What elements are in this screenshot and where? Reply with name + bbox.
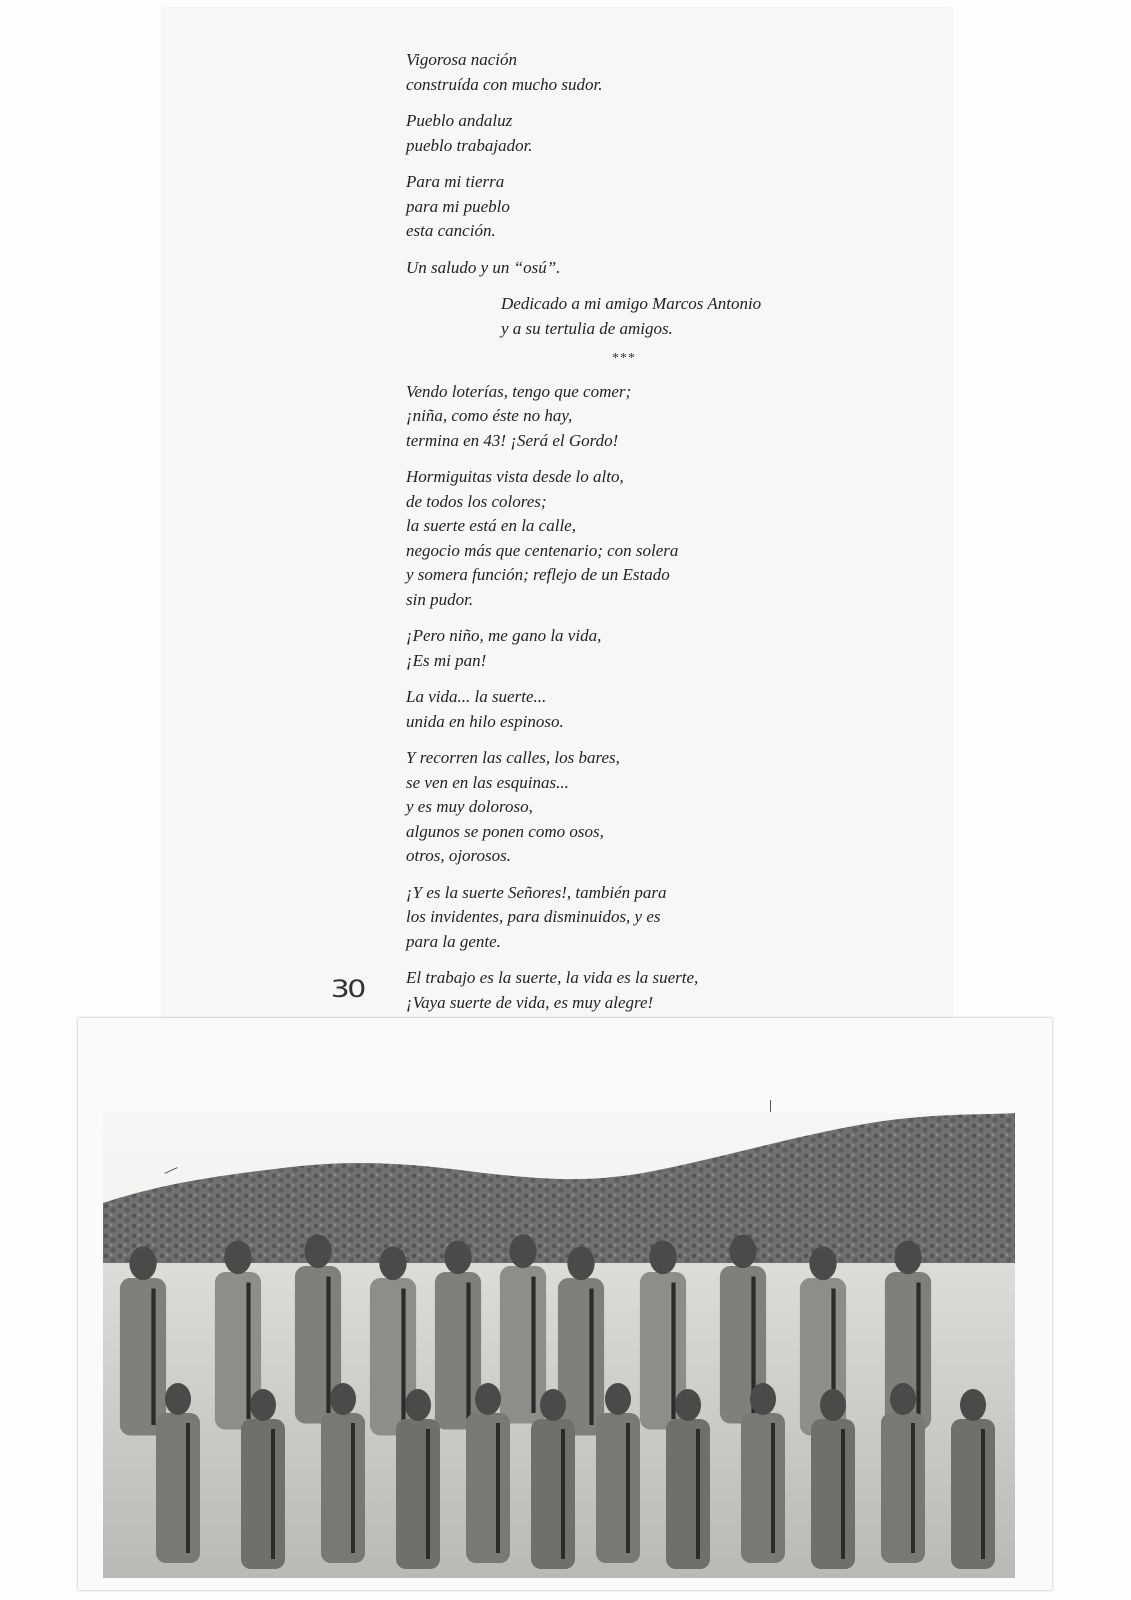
poem-line: para mi pueblo (406, 196, 510, 216)
poem-line: esta canción. (406, 221, 496, 240)
poem-line: Vigorosa nación (406, 50, 517, 69)
stanza (406, 624, 926, 673)
poem-line: El trabajo es la suerte, la vida es la suerte, (406, 968, 699, 987)
poem-line: Hormiguitas vista desde lo alto, (406, 467, 624, 486)
poem-line: unida en hilo espinoso. (406, 711, 564, 731)
poem-line: ¡Vaya suerte de vida, es muy alegre! (406, 992, 654, 1012)
poem-line: construída con mucho sudor. (406, 74, 603, 94)
poem-line: Y recorren las calles, los bares, (406, 748, 620, 767)
dedication (501, 292, 926, 341)
poem-line: para la gente. (406, 931, 501, 951)
stanza (406, 256, 926, 281)
stanza (406, 465, 926, 612)
poem-line: Para mi tierra (406, 172, 505, 191)
poem-line: Un saludo y un “osú”. (406, 257, 561, 277)
poem-line: ¡Y es la suerte Señores!, también para (406, 882, 667, 902)
stanza (406, 881, 926, 955)
poem-line: pueblo trabajador. (406, 135, 533, 155)
poem-line: termina en 43! ¡Será el Gordo! (406, 430, 619, 450)
dedication-line: Dedicado a mi amigo Marcos Antonio (501, 294, 762, 313)
poem-line: Vendo loterías, tengo que comer; (406, 381, 632, 401)
stanza (406, 380, 926, 454)
poem-line: negocio más que centenario; con solera (406, 540, 679, 560)
stanza (406, 109, 926, 158)
stanza (406, 685, 926, 734)
stanza (406, 746, 926, 869)
page-number: 30 (330, 975, 364, 1003)
poem-line: ¡niña, como éste no hay, (406, 406, 573, 425)
poem-line: la suerte está en la calle, (406, 516, 576, 535)
poem-line: de todos los colores; (406, 491, 547, 511)
poem-line: y somera función; reflejo de un Estado (406, 565, 670, 584)
separator-stars: *** (612, 351, 636, 366)
poem-line: se ven en las esquinas... (406, 772, 569, 792)
poem-text (406, 48, 926, 1027)
stanza (406, 966, 926, 1015)
poem-line: los invidentes, para disminuidos, y es (406, 907, 661, 926)
stanza (406, 170, 926, 244)
poem-line: ¡Pero niño, me gano la vida, (406, 626, 602, 645)
dedication-line: y a su tertulia de amigos. (501, 318, 673, 338)
poem-line: y es muy doloroso, (406, 797, 533, 816)
poem-line: Pueblo andaluz (406, 111, 513, 130)
scan-mark (770, 1100, 771, 1112)
poem-line: ¡Es mi pan! (406, 650, 487, 670)
poem-line: otros, ojorosos. (406, 846, 512, 865)
group-photo-icon (103, 1113, 1015, 1578)
poem-line: sin pudor. (406, 589, 474, 609)
poem-line: La vida... la suerte... (406, 687, 547, 706)
stanza (406, 48, 926, 97)
poem-line: algunos se ponen como osos, (406, 821, 604, 841)
